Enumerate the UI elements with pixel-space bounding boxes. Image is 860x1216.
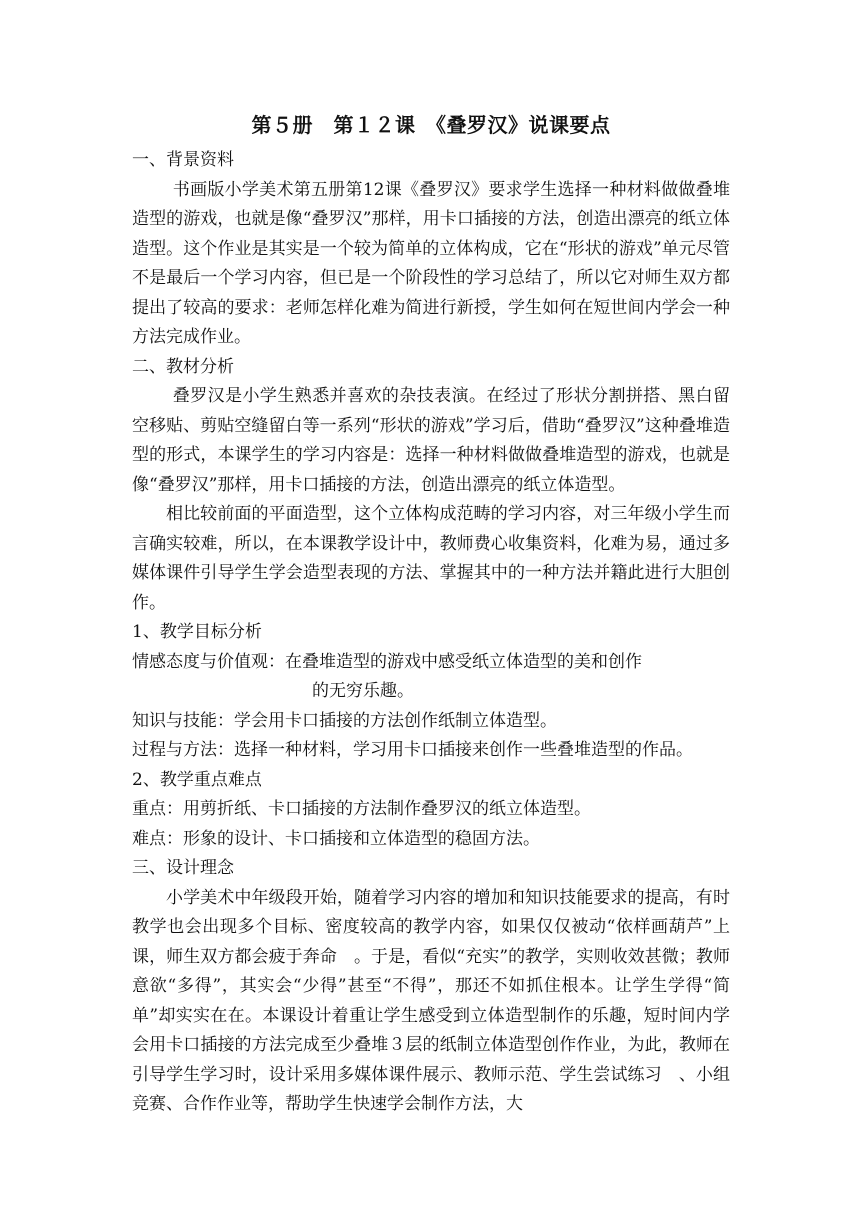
key-point-value: 用剪折纸、卡口插接的方法制作叠罗汉的纸立体造型。 [183, 799, 591, 819]
section-heading-design-concept: 三、设计理念 [132, 858, 234, 878]
goal-knowledge-label: 知识与技能： [132, 710, 234, 731]
subheading-teaching-goals: 1、教学目标分析 [132, 622, 262, 642]
difficult-point-row [132, 825, 730, 855]
goal-emotion-continuation: 的无穷乐趣。 [312, 681, 414, 701]
paragraph-background: 书画版小学美术第五册第12课《叠罗汉》要求学生选择一种材料做做叠堆造型的游戏，也就是像“叠罗汉”那样，用卡口插接的方法，创造出漂亮的纸立体造型。这个作业是其实是一个较为简单的立体构成，它在“形状的游戏”单元尽管不是最后一个学习内容，但已是一个阶段性的学习总结了，所以它对师生双方都提出了较高的要求：老师怎样化难为简进行新授，学生如何在短世间内学会一种方法完成作业。 [132, 179, 730, 347]
goal-emotion-value: 在叠堆造型的游戏中感受纸立体造型的美和创作 [285, 651, 642, 672]
section-heading-background: 一、背景资料 [132, 150, 234, 170]
goal-knowledge-row [132, 707, 730, 737]
section-heading-material-analysis: 二、教材分析 [132, 356, 234, 377]
goal-emotion-row [132, 648, 730, 678]
goal-process-label: 过程与方法： [132, 740, 234, 760]
goal-emotion-label: 情感态度与价值观： [132, 651, 285, 672]
goal-knowledge-value: 学会用卡口插接的方法创作纸制立体造型。 [234, 710, 557, 731]
paragraph-material-analysis-1: 叠罗汉是小学生熟悉并喜欢的杂技表演。在经过了形状分割拼搭、黑白留空移贴、剪贴空缝留白等一系列“形状的游戏”学习后，借助“叠罗汉”这种叠堆造型的形式，本课学生的学习内容是：选择一种材料做做叠堆造型的游戏，也就是像“叠罗汉”那样，用卡口插接的方法，创造出漂亮的纸立体造型。 [132, 386, 730, 495]
goal-process-value: 选择一种材料，学习用卡口插接来创作一些叠堆造型的作品。 [234, 740, 693, 760]
key-point-row [132, 795, 730, 825]
subheading-key-difficult: 2、教学重点难点 [132, 769, 262, 790]
key-point-label: 重点： [132, 799, 183, 819]
difficult-point-value: 形象的设计、卡口插接和立体造型的稳固方法。 [183, 828, 540, 849]
paragraph-material-analysis-2: 相比较前面的平面造型，这个立体构成范畴的学习内容，对三年级小学生而言确实较难，所以，在本课教学设计中，教师费心收集资料，化难为易，通过多媒体课件引导学生学会造型表现的方法、掌握其中的一种方法并籍此进行大胆创作。 [132, 504, 730, 613]
goal-process-row [132, 736, 730, 766]
document-title: 第５册 第１２课 《叠罗汉》说课要点 [251, 113, 611, 137]
paragraph-design-concept: 小学美术中年级段开始，随着学习内容的增加和知识技能要求的提高，有时教学也会出现多个目标、密度较高的教学内容，如果仅仅被动“依样画葫芦”上课，师生双方都会疲于奔命 。于是，看似“充实”的教学，实则收效甚微；教师意欲“多得”，其实会“少得”甚至“不得”，那还不如抓住根本。让学生学得“简单”却实实在在。本课设计着重让学生感受到立体造型制作的乐趣，短时间内学会用卡口插接的方法完成至少叠堆３层的纸制立体造型创作作业，为此，教师在引导学生学习时，设计采用多媒体课件展示、教师示范、学生尝试练习 、小组竞赛、合作作业等，帮助学生快速学会制作方法，大 [132, 887, 730, 1114]
document-page [132, 110, 730, 1120]
difficult-point-label: 难点： [132, 828, 183, 849]
